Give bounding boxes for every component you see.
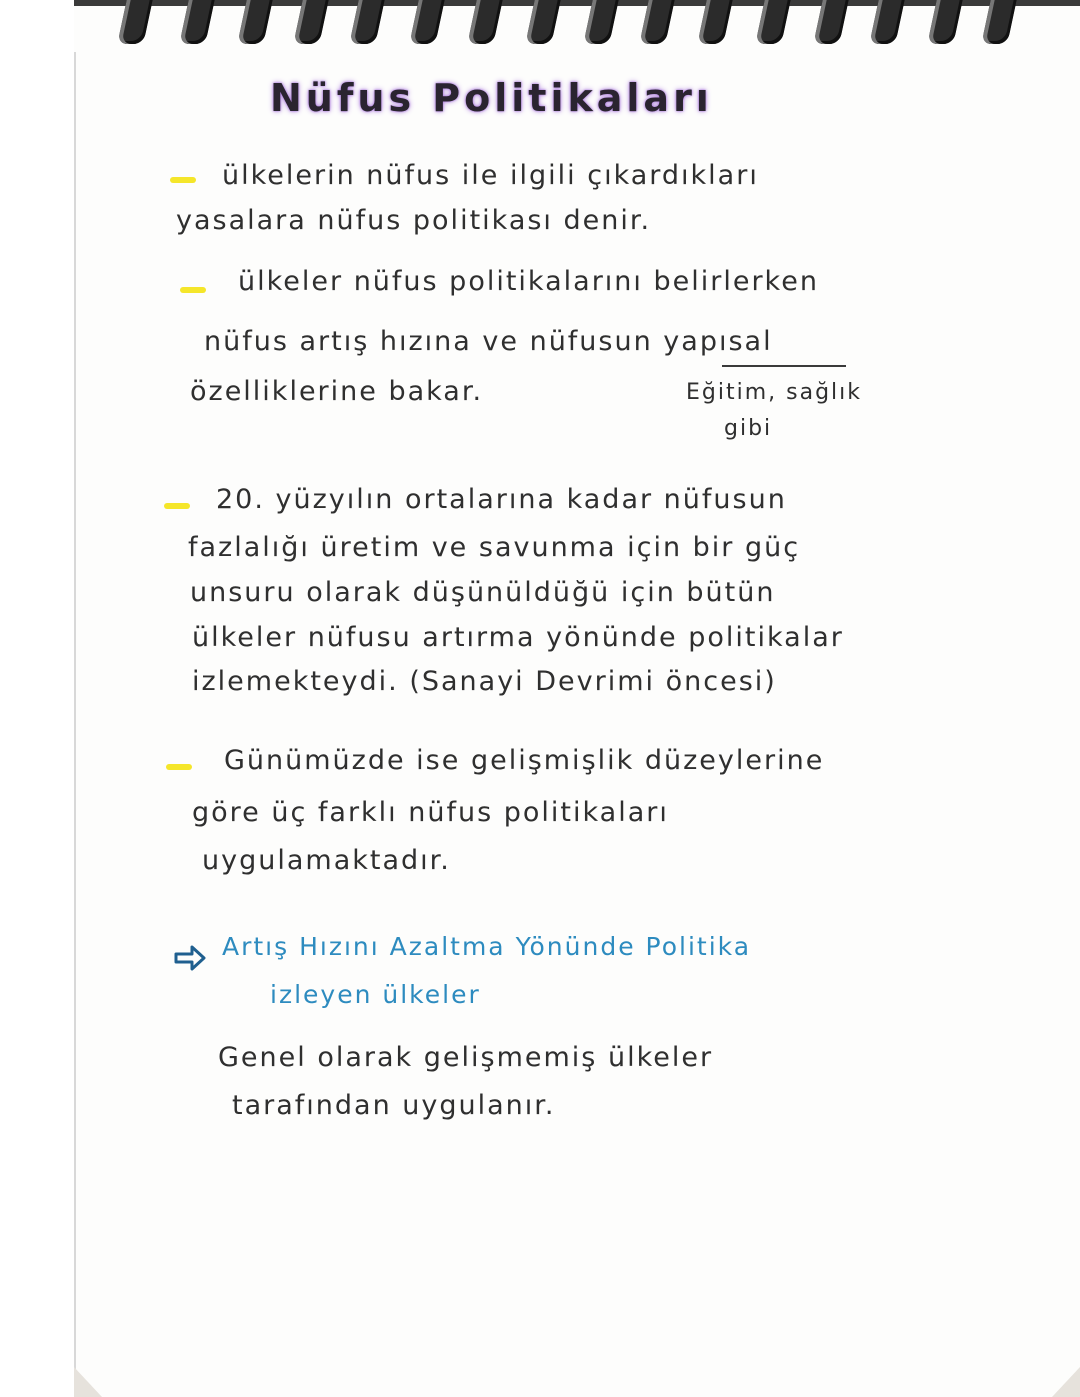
bullet2-line2: nüfus artış hızına ve nüfusun yapısal bbox=[204, 326, 773, 357]
spiral-ring bbox=[697, 0, 732, 44]
spiral-ring bbox=[639, 0, 674, 44]
spiral-ring bbox=[467, 0, 502, 44]
spiral-ring bbox=[117, 0, 152, 44]
bullet2-line3: özelliklerine bakar. bbox=[190, 376, 484, 407]
spiral-ring bbox=[179, 0, 214, 44]
margin-note: Eğitim, sağlık bbox=[686, 380, 863, 405]
spiral-ring bbox=[293, 0, 328, 44]
arrow-right-icon bbox=[174, 944, 206, 972]
spiral-ring bbox=[525, 0, 560, 44]
highlight-dash bbox=[164, 503, 190, 509]
spiral-binding bbox=[74, 0, 1080, 52]
bullet4-line3: uygulamaktadır. bbox=[202, 845, 451, 876]
highlight-dash bbox=[180, 287, 206, 293]
bullet1-line1: ülkelerin nüfus ile ilgili çıkardıkları bbox=[222, 160, 759, 191]
subheading-line2: izleyen ülkeler bbox=[270, 980, 481, 1009]
bullet3-line5: izlemekteydi. (Sanayi Devrimi öncesi) bbox=[192, 666, 777, 697]
page-title: Nüfus Politikaları bbox=[270, 76, 713, 120]
highlight-dash bbox=[170, 177, 196, 183]
highlight-dash bbox=[166, 764, 192, 770]
bullet3-line3: unsuru olarak düşünüldüğü için bütün bbox=[190, 577, 776, 608]
margin-note: gibi bbox=[724, 416, 773, 441]
bullet2-line1: ülkeler nüfus politikalarını belirlerken bbox=[238, 266, 819, 297]
bullet4-line2: göre üç farklı nüfus politikaları bbox=[192, 797, 669, 828]
left-margin bbox=[0, 0, 74, 1397]
bullet1-line2: yasalara nüfus politikası denir. bbox=[176, 205, 652, 236]
underline-mark bbox=[722, 365, 846, 367]
bullet3-line4: ülkeler nüfusu artırma yönünde politikalar bbox=[192, 622, 844, 653]
spiral-ring bbox=[869, 0, 904, 44]
spiral-ring bbox=[237, 0, 272, 44]
subheading-line1: Artış Hızını Azaltma Yönünde Politika bbox=[222, 932, 752, 961]
spiral-ring bbox=[927, 0, 962, 44]
bullet4-line1: Günümüzde ise gelişmişlik düzeylerine bbox=[224, 745, 825, 776]
spiral-ring bbox=[813, 0, 848, 44]
spiral-ring bbox=[409, 0, 444, 44]
paragraph-line2: tarafından uygulanır. bbox=[232, 1090, 556, 1121]
bullet3-line1: 20. yüzyılın ortalarına kadar nüfusun bbox=[216, 484, 787, 515]
paragraph-line1: Genel olarak gelişmemiş ülkeler bbox=[218, 1042, 714, 1073]
spiral-ring bbox=[981, 0, 1016, 44]
spiral-ring bbox=[583, 0, 618, 44]
spiral-ring bbox=[755, 0, 790, 44]
bullet3-line2: fazlalığı üretim ve savunma için bir güç bbox=[188, 532, 801, 563]
spiral-ring bbox=[349, 0, 384, 44]
